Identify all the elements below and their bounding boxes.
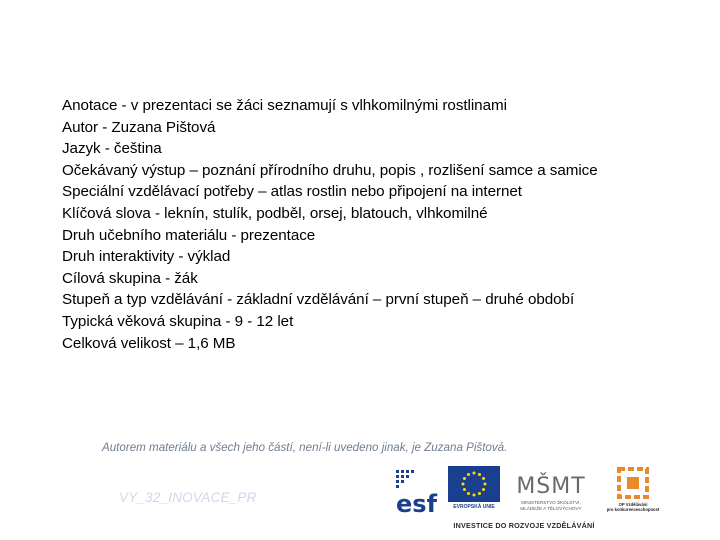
eu-star-icon [462, 483, 465, 486]
metadata-block [62, 95, 712, 354]
eu-star-icon [478, 492, 481, 495]
op-label: OP Vzdělávání pro konkurenceschopnost [606, 502, 660, 512]
line-klicova-slova: Klíčová slova - leknín, stulík, podběl, orsej, blatouch, vlhkomilné [62, 204, 488, 222]
line-stupen-vzdelavani: Stupeň a typ vzdělávání - základní vzdělávání – první stupeň – druhé období [62, 291, 575, 309]
eu-star-icon [473, 472, 476, 475]
line-druh-materialu: Druh učebního materiálu - prezentace [62, 226, 316, 244]
material-code: VY_32_INOVACE_PR [119, 490, 257, 505]
investice-label: INVESTICE DO ROZVOJE VZDĚLÁVÁNÍ [453, 521, 595, 530]
esf-wordmark: esf [396, 490, 438, 516]
line-autor: Autor - Zuzana Pištová [62, 118, 216, 136]
line-druh-interaktivity: Druh interaktivity - výklad [62, 248, 231, 266]
line-cilova-skupina: Cílová skupina - žák [62, 269, 198, 287]
eu-flag-icon [448, 466, 500, 504]
op-logo-graphic [603, 466, 663, 500]
msmt-logo [503, 466, 599, 516]
eu-star-icon [467, 492, 470, 495]
eu-star-icon [463, 477, 466, 480]
line-vystup: Očekávaný výstup – poznání přírodního druhu, popis , rozlišení samce a samice [62, 161, 598, 179]
msmt-logo-graphic [503, 466, 599, 500]
eu-star-icon [467, 473, 470, 476]
line-specialni-potreby: Speciální vzdělávací potřeby – atlas rostlin nebo připojení na internet [62, 183, 522, 201]
msmt-label: MINISTERSTVO ŠKOLSTVÍ, MLÁDEŽE A TĚLOVÝCHOVY [520, 500, 582, 511]
esf-logo [394, 466, 444, 516]
funding-logos [394, 466, 662, 540]
line-anotace: Anotace - v prezentaci se žáci seznamují s vlhkomilnými rostlinami [62, 97, 507, 114]
line-velikost: Celková velikost – 1,6 MB [62, 334, 236, 352]
author-note: Autorem materiálu a všech jeho částí, není-li uvedeno jinak, je Zuzana Pištová. [102, 441, 508, 454]
eu-star-icon [463, 488, 466, 491]
eu-logo [448, 466, 500, 516]
eu-star-icon [484, 483, 487, 486]
eu-star-icon [478, 473, 481, 476]
esf-logo-graphic [394, 466, 444, 516]
eu-star-icon [473, 494, 476, 497]
eu-star-icon [482, 488, 485, 491]
line-jazyk: Jazyk - čeština [62, 140, 162, 158]
msmt-mark: MŠMT [516, 474, 586, 499]
op-logo [603, 466, 663, 516]
line-vekova-skupina: Typická věková skupina - 9 - 12 let [62, 312, 294, 330]
eu-label: EVROPSKÁ UNIE [453, 504, 495, 510]
eu-star-icon [482, 477, 485, 480]
